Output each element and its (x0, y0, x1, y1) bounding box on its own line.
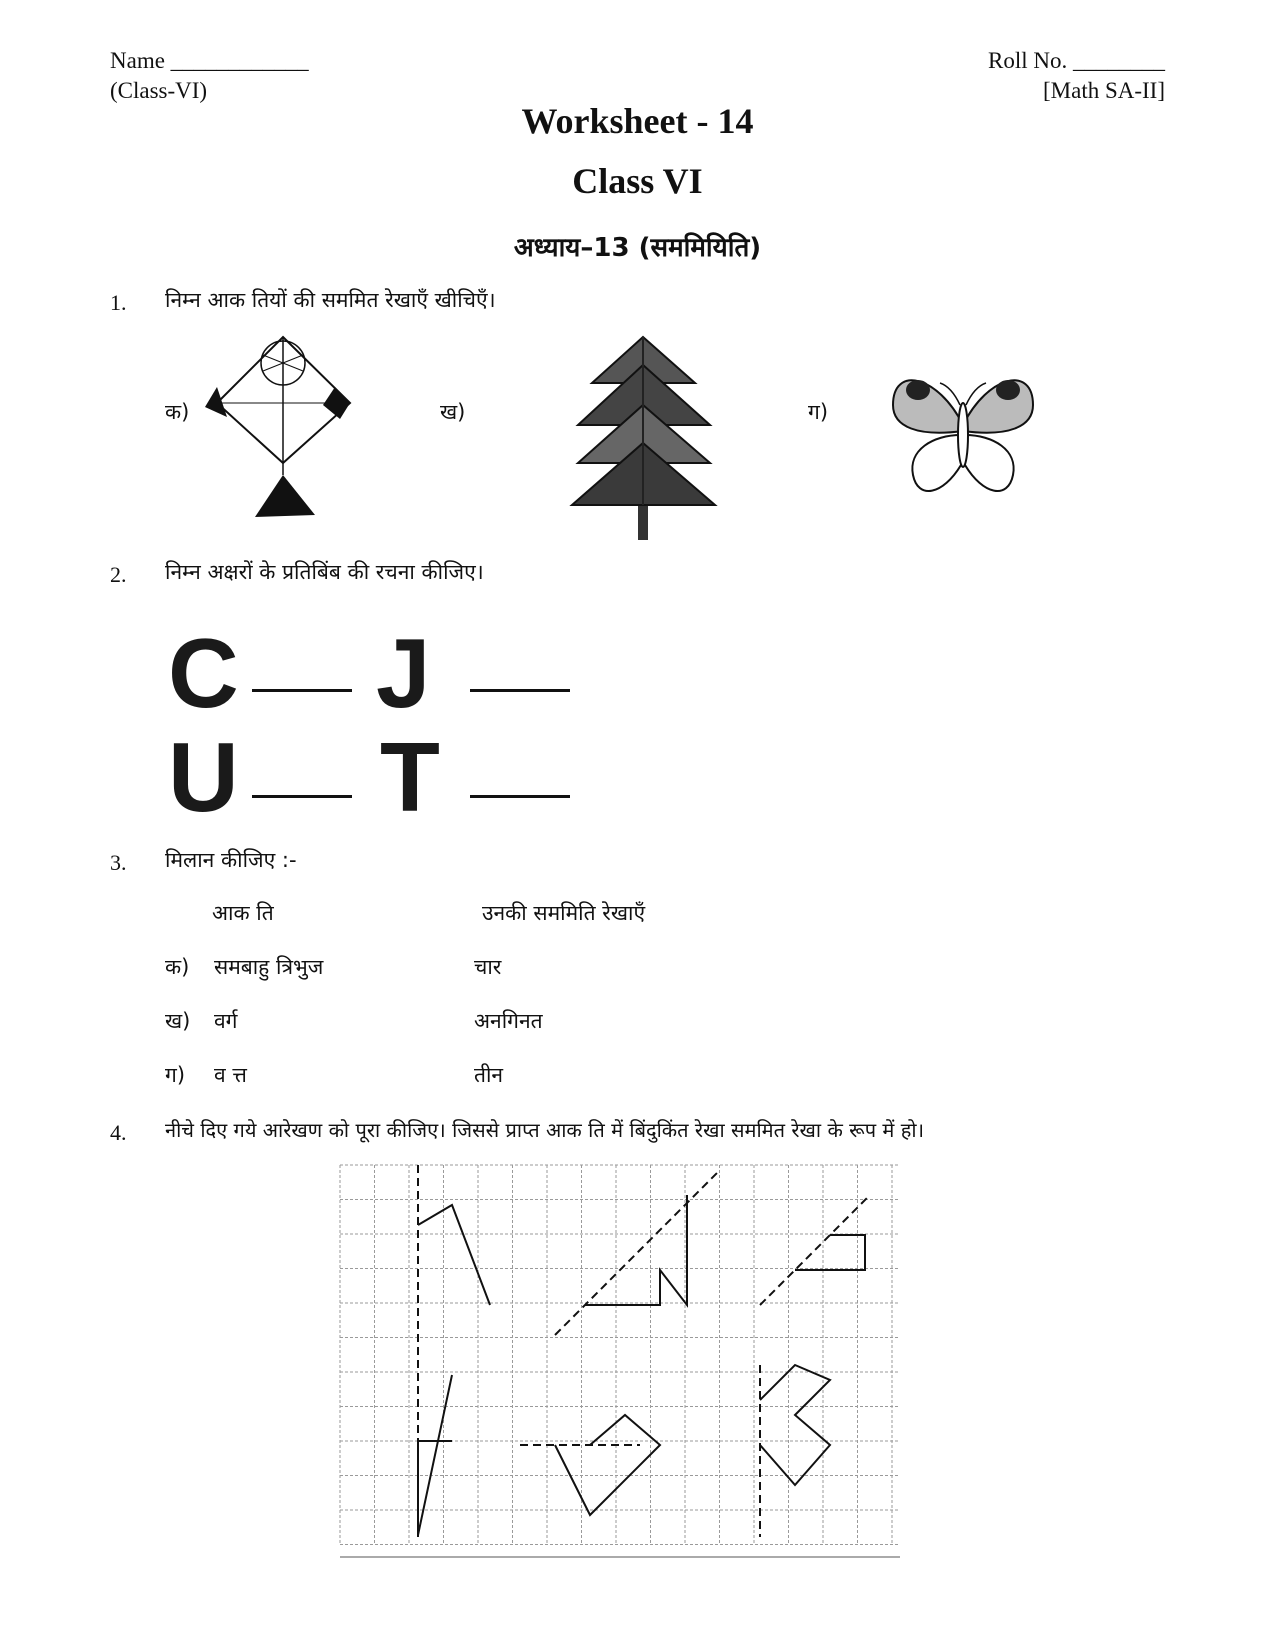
mirror-blank-j (470, 689, 570, 692)
worksheet-title: Worksheet - 14 (521, 101, 754, 141)
match-row-shape: व त्त (214, 1063, 247, 1087)
match-row-label: ग) (165, 1063, 186, 1087)
butterfly-figure (888, 365, 1038, 510)
name-field-label: Name ____________ (110, 48, 309, 73)
question-1-text: निम्न आक तियों की सममित रेखाएँ खीचिएँ। (165, 288, 496, 312)
match-row-lines: अनगिनत (474, 1009, 543, 1033)
match-row-label: ख) (165, 1009, 191, 1033)
mirror-blank-u (252, 795, 352, 798)
class-title: Class VI (572, 161, 703, 201)
option-kha-label: ख) (440, 400, 466, 424)
class-label: (Class-VI) (110, 78, 208, 103)
question-4-number: 4. (110, 1120, 127, 1145)
kite-figure (205, 335, 370, 520)
symmetry-grid-figure (340, 1165, 920, 1560)
letter-t: T (380, 722, 440, 832)
letter-j: J (376, 618, 431, 728)
chapter-title: अध्याय–13 (सममियिति) (513, 233, 762, 263)
column-head-symmetry-lines: उनकी सममिति रेखाएँ (482, 901, 646, 925)
roll-no-label: Roll No. ________ (988, 48, 1165, 73)
question-2-number: 2. (110, 562, 127, 587)
match-row-lines: चार (474, 955, 502, 979)
column-head-shape: आक ति (212, 901, 274, 925)
subject-label: [Math SA-II] (1043, 78, 1165, 103)
match-row-shape: समबाहु त्रिभुज (214, 955, 324, 979)
tree-figure (570, 335, 720, 540)
question-1-number: 1. (110, 290, 127, 315)
option-ga-label: ग) (808, 400, 829, 424)
letter-c: C (168, 618, 239, 728)
question-3-text: मिलान कीजिए :- (165, 848, 297, 872)
question-3-number: 3. (110, 850, 127, 875)
match-row-lines: तीन (474, 1063, 504, 1087)
mirror-blank-c (252, 689, 352, 692)
option-ka-label: क) (165, 400, 190, 424)
mirror-blank-t (470, 795, 570, 798)
match-row-label: क) (165, 955, 190, 979)
question-4-text: नीचे दिए गये आरेखण को पूरा कीजिए। जिससे प्राप्त आक ति में बिंदुकिंत रेखा सममित रेखा के रूप में हो। (165, 1118, 925, 1142)
match-row-shape: वर्ग (214, 1009, 238, 1033)
question-2-text: निम्न अक्षरों के प्रतिबिंब की रचना कीजिए। (165, 560, 484, 584)
letter-u: U (168, 722, 239, 832)
